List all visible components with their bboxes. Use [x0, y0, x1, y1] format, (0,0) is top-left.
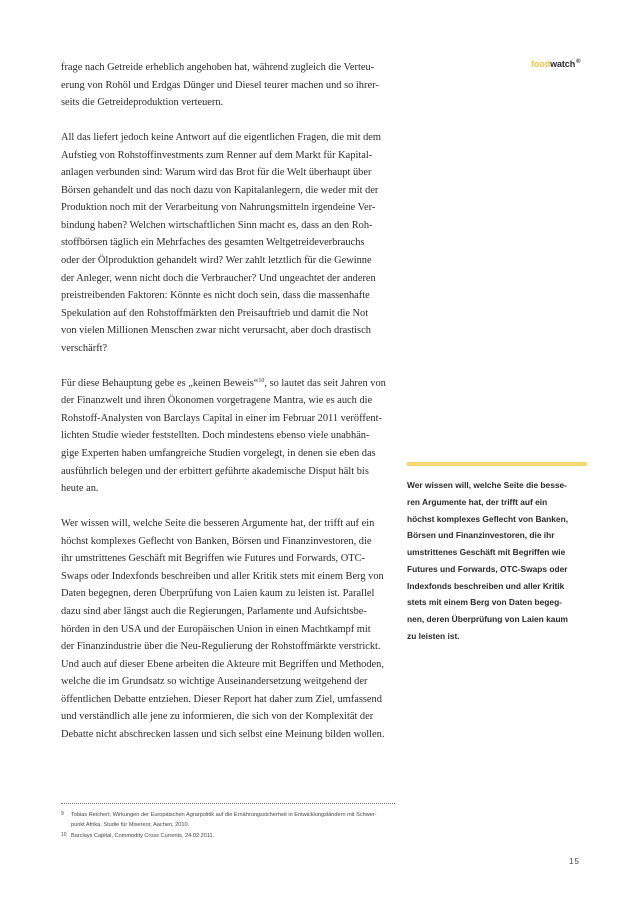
- text-line: verschärft?: [61, 342, 108, 354]
- text-line: Wer wissen will, welche Seite die besseren Argumente hat, der trifft auf ein: [61, 518, 375, 530]
- paragraph-1: [61, 59, 399, 112]
- text-line: bindung haben? Welchen wirtschaftlichen Sinn macht es, dass an den Roh-: [61, 219, 373, 231]
- text-line: Swaps oder Indexfonds beschreiben und aller Kritik stets mit einem Berg von: [61, 570, 384, 582]
- text-line: höchst komplexes Geflecht von Banken, Börsen und Finanzinvestoren, die: [61, 535, 372, 547]
- body-text: [61, 59, 399, 743]
- text-line: Börsen gehandelt und das noch dazu von Kapitalanlegern, die weder mit der: [61, 184, 379, 196]
- footnote-reference: 10: [258, 377, 265, 384]
- text-line: Spekulation auf den Rohstoffmärkten den Preisauftrieb und damit die Not: [61, 307, 369, 319]
- footnote-number: 9: [61, 811, 64, 817]
- pull-quote-line: umstrittenes Geschäft mit Begriffen wie: [407, 547, 566, 557]
- text-line: öffentlichen Debatte entziehen. Dieser Report hat daher zum Ziel, umfassend: [61, 693, 382, 705]
- text-line: Debatte nicht abschrecken lassen und sich selbst eine Meinung bilden wollen.: [61, 728, 385, 740]
- text-line: welche die im Grundsatz so wichtige Auseinandersetzung weitgehend der: [61, 676, 368, 688]
- page-number: 15: [569, 857, 580, 866]
- footnote-text: punkt Afrika, Studie für Misereor, Aachen, 2010.: [71, 822, 190, 828]
- logo-registered-mark: ®: [576, 59, 581, 65]
- text-line: All das liefert jedoch keine Antwort auf die eigentlichen Fragen, die mit dem: [61, 132, 381, 144]
- logo-watch-text: watch: [550, 59, 576, 69]
- logo-food-text: food: [531, 59, 551, 69]
- pull-quote-line: zu leisten ist.: [407, 630, 460, 641]
- text-line: der Anleger, wenn nicht doch die Verbraucher? Und ungeachtet der anderen: [61, 272, 376, 284]
- text-line: lichten Studie wieder feststellten. Doch mindestens ebenso viele unabhän-: [61, 430, 370, 442]
- text-line: Rohstoff-Analysten von Barclays Capital in einer im Februar 2011 veröffent-: [61, 412, 382, 424]
- text-line: hörden in den USA und der Europäischen Union in einen Machtkampf mit: [61, 623, 371, 635]
- text-fragment: , so lautet das seit Jahren von: [264, 377, 386, 389]
- text-line: frage nach Getreide erheblich angehoben hat, während zugleich die Verteu-: [61, 62, 375, 73]
- text-line: Produktion noch mit der Verarbeitung von Nahrungsmitteln irgendeine Ver-: [61, 202, 376, 214]
- text-line: heute an.: [61, 483, 99, 495]
- footnote-text: Tobias Reichert, Wirkungen der Europäischen Agrarpolitik auf die Ernährungssicherheit in Entwicklungsländern mit Schwer-: [71, 812, 377, 818]
- text-line: anlagen verbunden sind: Warum wird das Brot für die Welt überhaupt über: [61, 167, 372, 179]
- pull-quote-line: Futures und Forwards, OTC-Swaps oder: [407, 563, 568, 574]
- pull-quote: [407, 462, 587, 645]
- footnotes: [61, 809, 401, 841]
- pull-quote-line: ren Argumente hat, der trifft auf ein: [407, 496, 548, 507]
- pull-quote-line: stets mit einem Berg von Daten begeg-: [407, 597, 562, 608]
- text-line: erung von Rohöl und Erdgas Dünger und Diesel teurer machen und so ihrer-: [61, 79, 379, 91]
- text-line: Daten begegnen, deren Überprüfung von Laien kaum zu leisten ist. Parallel: [61, 588, 375, 600]
- paragraph-2: [61, 129, 399, 357]
- footnote-number: 10: [61, 832, 67, 838]
- text-line: der Finanzwelt und ihren Ökonomen vorgetragene Mantra, wie es auch die: [61, 395, 373, 407]
- footnote-10: [61, 830, 401, 841]
- text-line: oder der Ölproduktion gehandelt wird? Wer zahlt letztlich für die Gewinne: [61, 255, 372, 267]
- text-line: Aufstieg von Rohstoffinvestments zum Renner auf dem Markt für Kapital-: [61, 149, 373, 161]
- footnote-divider: [61, 803, 395, 804]
- text-fragment: Für diese Behauptung gebe es „keinen Beweis“: [61, 377, 259, 389]
- text-line: preistreibenden Faktoren: Könnte es nicht doch sein, dass die massenhafte: [61, 290, 370, 302]
- text-line: stoffbörsen täglich ein Mehrfaches des gesamten Weltgetreideverbrauchs: [61, 237, 365, 249]
- paragraph-3: [61, 375, 399, 498]
- footnote-9-continued: [61, 820, 401, 830]
- foodwatch-logo: [531, 59, 580, 69]
- text-line: von vielen Millionen Menschen zwar nicht verursacht, aber doch drastisch: [61, 325, 371, 337]
- text-line: Und auch auf dieser Ebene arbeiten die Akteure mit Begriffen und Methoden,: [61, 658, 384, 670]
- pull-quote-line: höchst komplexes Geflecht von Banken,: [407, 513, 569, 524]
- pull-quote-line: Wer wissen will, welche Seite die besse-: [407, 480, 567, 490]
- text-line: [61, 375, 399, 393]
- text-line: seits die Getreideproduktion verteuern.: [61, 97, 224, 109]
- text-line: dazu sind aber längst auch die Regierungen, Parlamente und Aufsichtsbe-: [61, 605, 367, 617]
- text-line: der Finanzindustrie über die Neu-Regulierung der Rohstoffmärkte verstrickt.: [61, 641, 381, 653]
- text-line: gige Experten haben umfangreiche Studien vorgelegt, in denen sie eben das: [61, 448, 376, 460]
- footnote-text: Barclays Capital, Commodity Cross Currents, 24.02.2011.: [71, 833, 215, 839]
- text-line: und verständlich alle jene zu informieren, die sich von der Komplexität der: [61, 711, 374, 723]
- pull-quote-line: Indexfonds beschreiben und aller Kritik: [407, 580, 565, 591]
- pull-quote-line: Börsen und Finanzinvestoren, die ihr: [407, 530, 555, 541]
- footnote-9: [61, 809, 401, 820]
- text-line: ihr umstrittenes Geschäft mit Begriffen wie Futures und Forwards, OTC-: [61, 553, 365, 565]
- paragraph-4: [61, 515, 399, 743]
- pull-quote-line: nen, deren Überprüfung von Laien kaum: [407, 614, 569, 624]
- text-line: ausführlich belegen und der erbittert geführte akademische Disput hält bis: [61, 465, 369, 477]
